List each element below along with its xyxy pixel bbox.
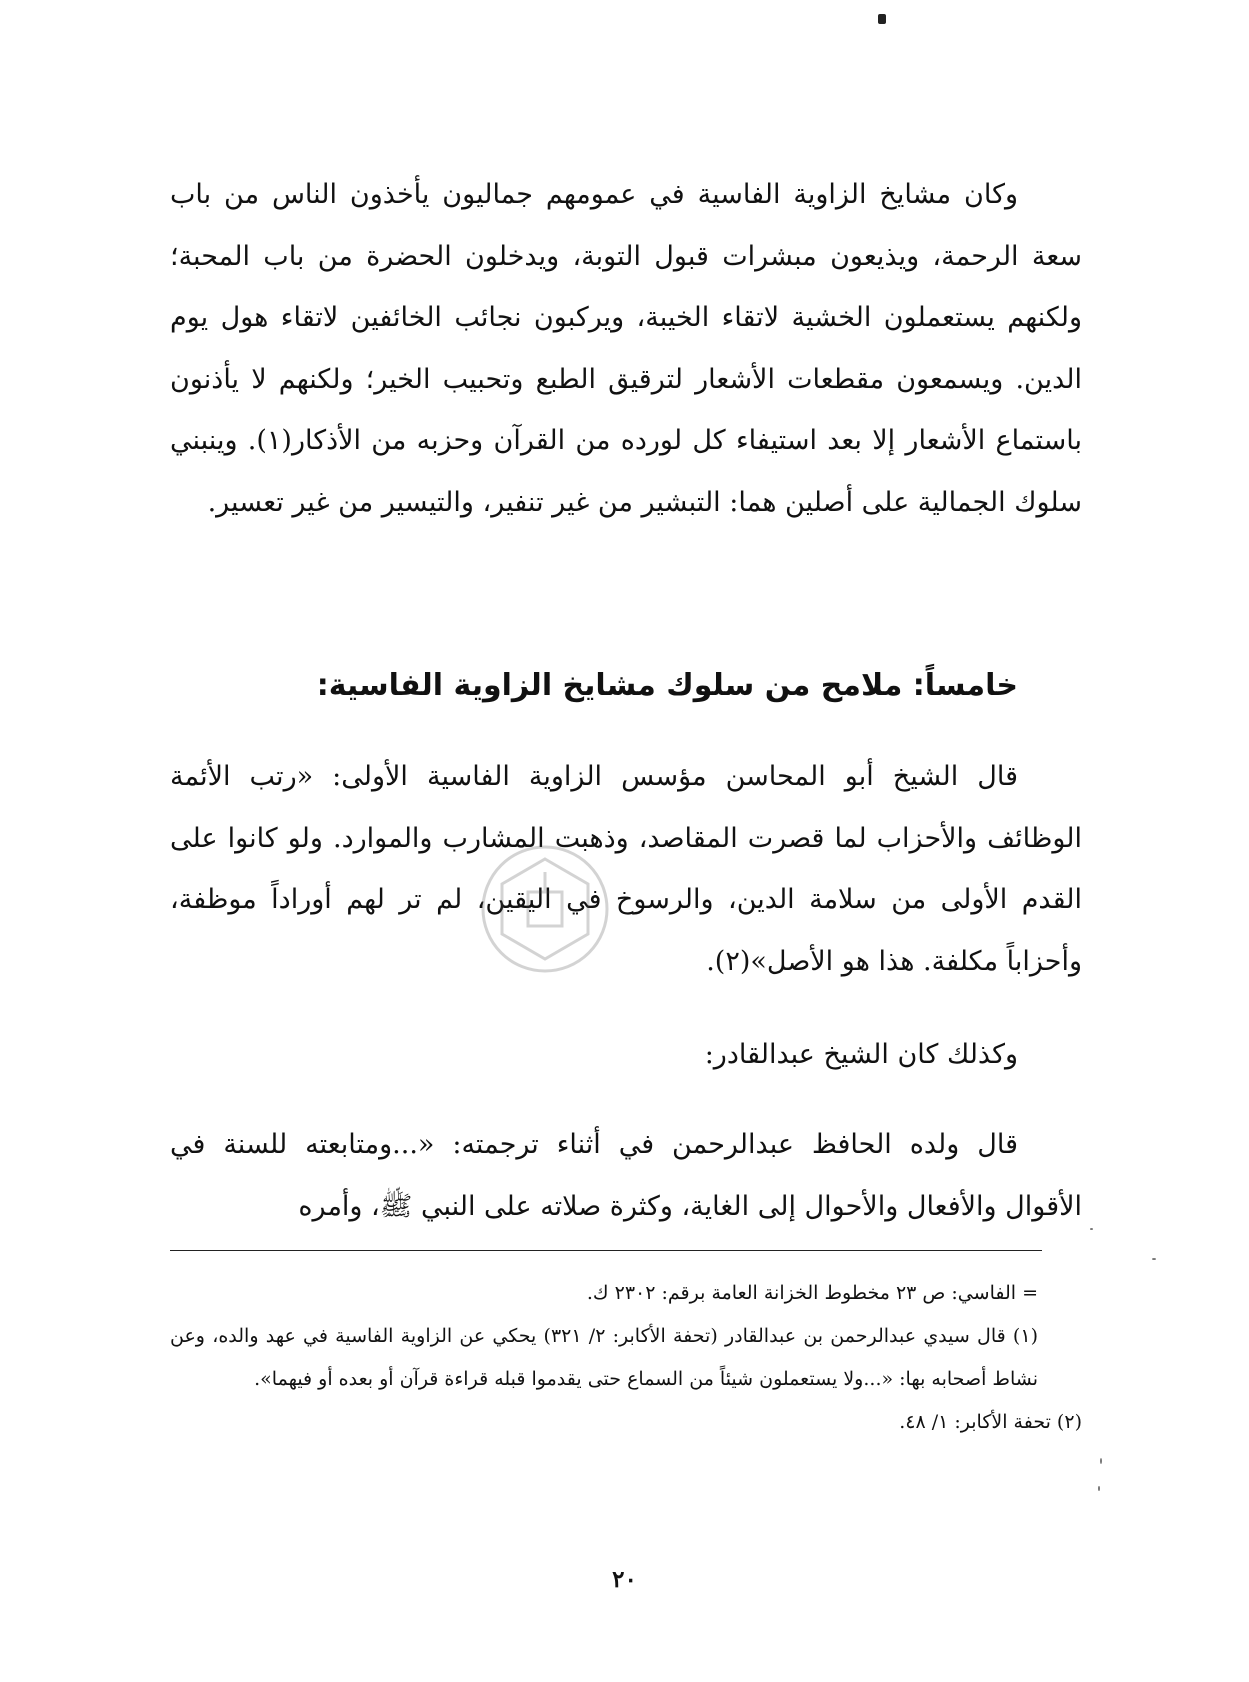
body-paragraph-1-block [170,164,1082,533]
footnote-separator [170,1250,1042,1251]
scan-speck [1090,1228,1093,1230]
body-paragraph-3: وكذلك كان الشيخ عبدالقادر: [704,1039,1018,1070]
footnotes [170,1272,1082,1444]
page-number: ٢٠ [612,1566,637,1593]
scan-speck [1098,1486,1100,1491]
scan-speck [1100,1458,1102,1464]
section-heading: خامساً: ملامح من سلوك مشايخ الزاوية الفاسية: [316,668,1018,703]
top-ink-mark [878,14,886,24]
body-paragraph-4-block [170,1114,1082,1237]
scan-speck [1152,1258,1156,1260]
body-paragraph-4: قال ولده الحافظ عبدالرحمن في أثناء ترجمته: «...ومتابعته للسنة في الأقوال والأفعال والأحوال إلى الغاية، وكثرة صلاته على النبي ﷺ، وأمره [170,1129,1082,1222]
library-stamp-watermark [470,834,620,984]
footnote-continuation: = الفاسي: ص ٢٣ مخطوط الخزانة العامة برقم: ٢٣٠٢ ك. [586,1282,1038,1304]
body-paragraph-2-block [170,746,1082,992]
footnote-2: (٢) تحفة الأكابر: ١/ ٤٨. [899,1411,1082,1433]
footnote-1: (١) قال سيدي عبدالرحمن بن عبدالقادر (تحفة الأكابر: ٢/ ٣٢١) يحكي عن الزاوية الفاسية في عهد والده، وعن نشاط أصحابه بها: «...ولا يستعملون شيئاً من السماع حتى يقدموا قبله قراءة قرآن أو بعده أو فيهما». [170,1325,1038,1390]
body-paragraph-3-block [170,1024,1082,1086]
body-paragraph-2: قال الشيخ أبو المحاسن مؤسس الزاوية الفاسية الأولى: «رتب الأئمة الوظائف والأحزاب لما قصرت المقاصد، وذهبت المشارب والموارد. ولو كانوا على القدم الأولى من سلامة الدين، والرسوخ في اليقين، لم تر لهم أوراداً موظفة، وأحزاباً مكلفة. هذا هو الأصل»(٢). [170,761,1082,977]
body-paragraph-1: وكان مشايخ الزاوية الفاسية في عمومهم جماليون يأخذون الناس من باب سعة الرحمة، ويذيعون مبشرات قبول التوبة، ويدخلون الحضرة من باب المحبة؛ ولكنهم يستعملون الخشية لاتقاء الخيبة، ويركبون نجائب الخائفين لاتقاء هول يوم الدين. ويسمعون مقطعات الأشعار لترقيق الطبع وتحبيب الخير؛ ولكنهم لا يأذنون باستماع الأشعار إلا بعد استيفاء كل لورده من القرآن وحزبه من الأذكار(١). وينبني سلوك الجمالية على أصلين هما: التبشير من غير تنفير، والتيسير من غير تعسير. [170,179,1082,518]
